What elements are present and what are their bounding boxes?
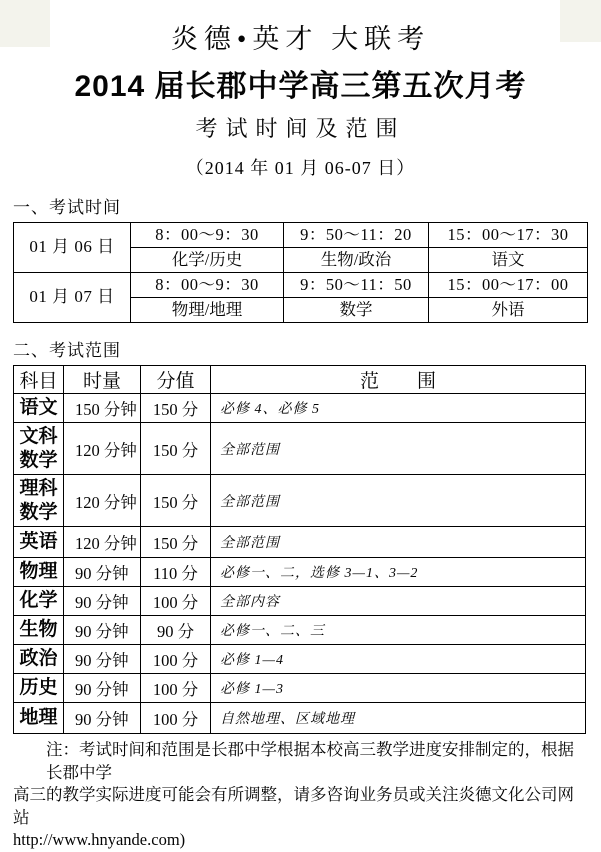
score-cell: 150 分 (141, 423, 211, 475)
score-cell: 100 分 (141, 587, 211, 616)
joint-exam-title: 炎德•英才 大联考 (170, 24, 431, 54)
subject-cell: 数学 (284, 298, 429, 323)
subject-cell: 化学/历史 (131, 248, 284, 273)
range-cell: 全部范围 (211, 475, 586, 527)
range-cell: 必修一、二，选修 3—1、3—2 (211, 558, 586, 587)
exam-date-range: （2014 年 01 月 06-07 日） (185, 158, 416, 178)
subject-cell: 生物/政治 (284, 248, 429, 273)
section-heading-exam-time: 一、考试时间 (13, 198, 121, 217)
duration-cell: 90 分钟 (64, 558, 141, 587)
subject-cell: 外语 (429, 298, 588, 323)
subject-cell: 理科数学 (14, 475, 64, 527)
exam-scope-table (13, 365, 586, 734)
subject-cell: 地理 (14, 703, 64, 734)
column-header-score: 分值 (141, 366, 211, 394)
score-cell: 100 分 (141, 645, 211, 674)
footnote (13, 739, 587, 852)
section-heading-exam-scope: 二、考试范围 (13, 341, 121, 360)
duration-cell: 120 分钟 (64, 423, 141, 475)
time-cell: 9：50～11：20 (284, 223, 429, 248)
score-cell: 110 分 (141, 558, 211, 587)
table-row (14, 475, 586, 527)
duration-cell: 90 分钟 (64, 703, 141, 734)
scan-shade-top-left (0, 0, 50, 47)
table-row (14, 703, 586, 734)
subject-cell: 语文 (14, 394, 64, 423)
table-row (14, 394, 586, 423)
table-row (14, 423, 586, 475)
table-row (14, 587, 586, 616)
range-cell: 必修一、二、三 (211, 616, 586, 645)
score-cell: 150 分 (141, 527, 211, 558)
duration-cell: 90 分钟 (64, 645, 141, 674)
score-cell: 100 分 (141, 674, 211, 703)
score-cell: 100 分 (141, 703, 211, 734)
range-cell: 全部范围 (211, 527, 586, 558)
subject-cell: 化学 (14, 587, 64, 616)
main-title: 2014 届长郡中学高三第五次月考 (74, 70, 527, 103)
time-cell: 8：00～9：30 (131, 273, 284, 298)
footnote-url: http://www.hnyande.com) (13, 830, 186, 849)
column-header-subject: 科目 (14, 366, 64, 394)
table-row (14, 223, 588, 248)
subject-cell: 物理/地理 (131, 298, 284, 323)
exam-time-table (13, 222, 588, 323)
date-cell: 01 月 07 日 (14, 273, 131, 323)
duration-cell: 90 分钟 (64, 616, 141, 645)
table-row (14, 273, 588, 298)
subject-cell: 英语 (14, 527, 64, 558)
range-cell: 必修 1—4 (211, 645, 586, 674)
table-row (14, 527, 586, 558)
score-cell: 150 分 (141, 394, 211, 423)
table-row (14, 645, 586, 674)
scan-shade-top-right (560, 0, 601, 42)
subject-cell: 政治 (14, 645, 64, 674)
time-cell: 15：00～17：00 (429, 273, 588, 298)
duration-cell: 90 分钟 (64, 674, 141, 703)
table-row (14, 674, 586, 703)
time-cell: 8：00～9：30 (131, 223, 284, 248)
range-cell: 全部内容 (211, 587, 586, 616)
subject-cell: 物理 (14, 558, 64, 587)
time-cell: 15：00～17：30 (429, 223, 588, 248)
subject-cell: 历史 (14, 674, 64, 703)
footnote-line: 注：考试时间和范围是长郡中学根据本校高三教学进度安排制定的，根据长郡中学 (46, 740, 574, 782)
duration-cell: 120 分钟 (64, 475, 141, 527)
time-cell: 9：50～11：50 (284, 273, 429, 298)
date-cell: 01 月 06 日 (14, 223, 131, 273)
score-cell: 150 分 (141, 475, 211, 527)
range-cell: 自然地理、区域地理 (211, 703, 586, 734)
subtitle: 考试时间及范围 (195, 116, 406, 141)
duration-cell: 150 分钟 (64, 394, 141, 423)
document-header (0, 0, 601, 180)
range-cell: 必修 4、必修 5 (211, 394, 586, 423)
footnote-line: 高三的教学实际进度可能会有所调整，请多咨询业务员或关注炎德文化公司网站 (13, 785, 574, 827)
range-cell: 全部范围 (211, 423, 586, 475)
subject-cell: 文科数学 (14, 423, 64, 475)
range-cell: 必修 1—3 (211, 674, 586, 703)
duration-cell: 120 分钟 (64, 527, 141, 558)
column-header-duration: 时量 (64, 366, 141, 394)
table-row (14, 616, 586, 645)
column-header-range: 范 围 (211, 366, 586, 394)
subject-cell: 生物 (14, 616, 64, 645)
table-header-row (14, 366, 586, 394)
subject-cell: 语文 (429, 248, 588, 273)
table-row (14, 558, 586, 587)
duration-cell: 90 分钟 (64, 587, 141, 616)
score-cell: 90 分 (141, 616, 211, 645)
